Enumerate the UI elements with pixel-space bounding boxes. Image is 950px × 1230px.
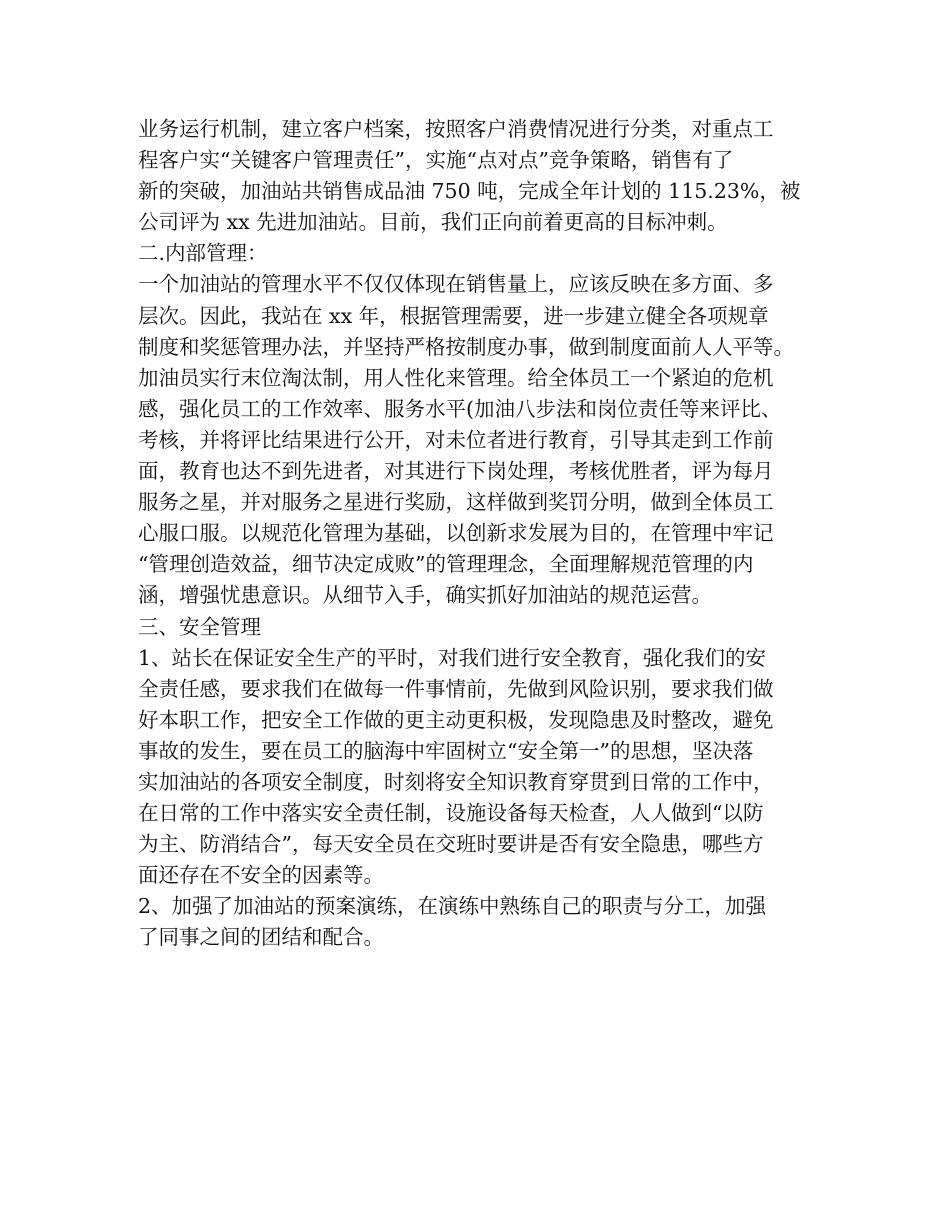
document-body: [138, 114, 828, 954]
text-line: 新的突破，加油站共销售成品油 750 吨，完成全年计划的 115.23%，被: [138, 179, 801, 204]
section-heading: 二.内部管理：: [138, 241, 268, 266]
text-line: 公司评为 xx 先进加油站。目前，我们正向前着更高的目标冲刺。: [138, 210, 728, 235]
text-line: 一个加油站的管理水平不仅仅体现在销售量上，应该反映在多方面、多: [138, 272, 774, 297]
text-line: 感，强化员工的工作效率、服务水平(加油八步法和岗位责任等来评比、: [138, 396, 782, 421]
section-heading: 三、安全管理: [138, 614, 261, 639]
text-line: 好本职工作，把安全工作做的更主动更积极，发现隐患及时整改，避免: [138, 707, 774, 732]
text-line: 制度和奖惩管理办法，并坚持严格按制度办事，做到制度面前人人平等。: [138, 334, 794, 359]
text-line: 涵，增强忧患意识。从细节入手，确实抓好加油站的规范运营。: [138, 583, 712, 608]
text-line: “管理创造效益，细节决定成败”的管理理念，全面理解规范管理的内: [138, 552, 754, 577]
text-line: 加油员实行末位淘汰制，用人性化来管理。给全体员工一个紧迫的危机: [138, 365, 774, 390]
text-line: 程客户实“关键客户管理责任”，实施“点对点”竞争策略，销售有了: [138, 148, 734, 173]
text-line: 2、加强了加油站的预案演练，在演练中熟练自己的职责与分工，加强: [138, 894, 767, 919]
text-line: 面，教育也达不到先进者，对其进行下岗处理，考核优胜者，评为每月: [138, 459, 774, 484]
text-line: 在日常的工作中落实安全责任制，设施设备每天检查，人人做到“以防: [138, 801, 764, 826]
text-line: 面还存在不安全的因素等。: [138, 863, 384, 888]
text-line: 考核，并将评比结果进行公开，对未位者进行教育，引导其走到工作前: [138, 427, 774, 452]
text-line: 为主、防消结合”，每天安全员在交班时要讲是否有安全隐患，哪些方: [138, 832, 764, 857]
text-line: 心服口服。以规范化管理为基础，以创新求发展为目的，在管理中牢记: [138, 521, 774, 546]
text-line: 实加油站的各项安全制度，时刻将安全知识教育穿贯到日常的工作中，: [138, 769, 774, 794]
text-line: 服务之星，并对服务之星进行奖励，这样做到奖罚分明，做到全体员工: [138, 490, 774, 515]
text-line: 全责任感，要求我们在做每一件事情前，先做到风险识别，要求我们做: [138, 676, 774, 701]
text-line: 层次。因此，我站在 xx 年，根据管理需要，进一步建立健全各项规章: [138, 303, 769, 328]
text-line: 事故的发生，要在员工的脑海中牢固树立“安全第一”的思想，坚决落: [138, 738, 754, 763]
text-line: 1、站长在保证安全生产的平时，对我们进行安全教育，强化我们的安: [138, 645, 767, 670]
text-line: 业务运行机制，建立客户档案，按照客户消费情况进行分类，对重点工: [138, 117, 774, 141]
text-line: 了同事之间的团结和配合。: [138, 925, 384, 950]
